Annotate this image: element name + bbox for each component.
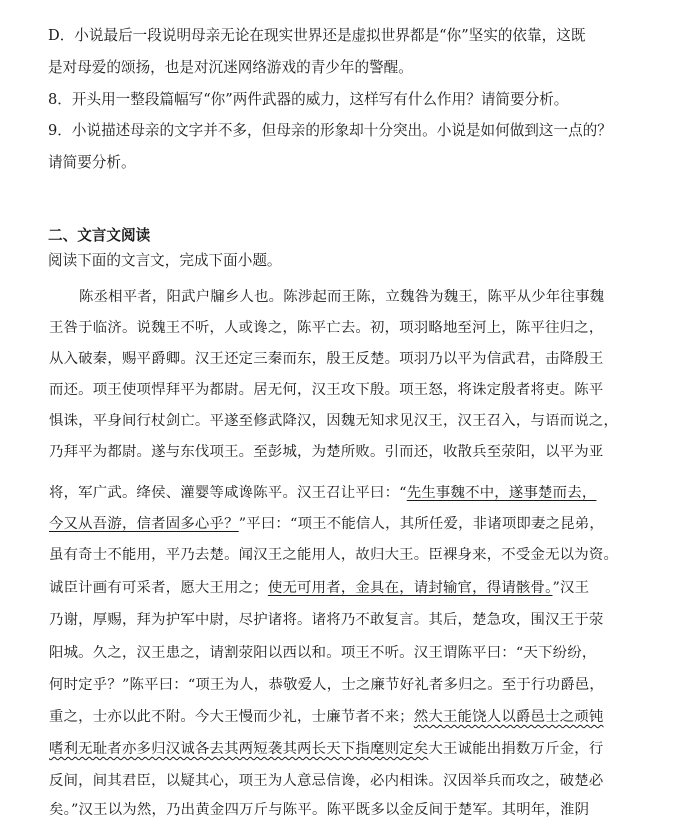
passage-line-14 bbox=[49, 707, 603, 727]
section-instruction: 阅读下面的文言文，完成下面小题。 bbox=[48, 252, 282, 269]
passage-text: 大王诚能出捐数万斤金，行 bbox=[428, 741, 604, 757]
passage-line-9: 虽有奇士不能用，平乃去楚。闻汉王之能用人，故归大王。臣裸身来，不受金无以为资。 bbox=[49, 547, 619, 563]
passage-text: ”汉王 bbox=[552, 580, 590, 596]
passage-line-10 bbox=[49, 578, 589, 598]
passage-text: 重之，士亦以此不附。今大王慢而少礼，士廉节者不来； bbox=[49, 709, 414, 725]
passage-line-17: 矣。”汉王以为然，乃出黄金四万斤与陈平。陈平既多以金反间于楚军。其明年，淮阴 bbox=[49, 802, 590, 818]
passage-text: ”平曰：“项王不能信人，其所任爱，非诸项即妻之昆弟， bbox=[238, 516, 604, 532]
passage-line-12: 阳城。久之，汉王患之，请割荥阳以西以和。项王不听。汉王谓陈平曰：“天下纷纷， bbox=[49, 645, 597, 661]
question-8: 8．开头用一整段篇幅写“你”两件武器的威力，这样写有什么作用？请简要分析。 bbox=[48, 91, 569, 108]
underlined-sentence-1b: 今又从吾游，信者固多心乎？ bbox=[49, 516, 239, 532]
passage-line-4: 而还。项王使项悍拜平为都尉。居无何，汉王攻下殷。项王怒，将诛定殷者将吏。陈平 bbox=[49, 382, 604, 398]
passage-line-13: 何时定乎？”陈平曰：“项王为人，恭敬爱人，士之廉节好礼者多归之。至于行功爵邑， bbox=[49, 677, 604, 693]
passage-line-2: 王咎于临济。说魏王不听，人或谗之，陈平亡去。初，项羽略地至河上，陈平往归之， bbox=[49, 320, 604, 336]
passage-text: 将，军广武。绛侯、灌婴等咸谗陈平。汉王召让平曰：“ bbox=[49, 485, 407, 501]
passage-line-3: 从入破秦，赐平爵卿。汉王还定三秦而东，殷王反楚。项羽乃以平为信武君，击降殷王 bbox=[49, 351, 604, 367]
section-heading: 二、文言文阅读 bbox=[48, 227, 151, 244]
question-9-line2: 请简要分析。 bbox=[48, 154, 136, 171]
passage-text: 诚臣计画有可采者，愿大王用之； bbox=[49, 580, 268, 596]
underlined-sentence-2: 使无可用者，金具在，请封输官，得请骸骨。 bbox=[267, 580, 553, 596]
passage-line-5: 惧诛，平身间行杖剑亡。平遂至修武降汉，因魏无知求见汉王，汉王召入，与语而说之， bbox=[49, 413, 619, 429]
passage-line-15 bbox=[49, 739, 603, 759]
passage-line-16: 反间，间其君臣，以疑其心，项王为人意忌信谗，必内相诛。汉因举兵而攻之，破楚必 bbox=[49, 773, 604, 789]
passage-line-6: 乃拜平为都尉。遂与东伐项王。至彭城，为楚所败。引而还，收散兵至荥阳，以平为亚 bbox=[49, 444, 604, 460]
question-option-d-line2: 是对母爱的颂扬，也是对沉迷网络游戏的青少年的警醒。 bbox=[48, 59, 413, 76]
passage-line-11: 乃谢，厚赐，拜为护军中尉，尽护诸将。诸将乃不敢复言。其后，楚急攻，围汉王于荥 bbox=[49, 612, 604, 628]
question-9-line1: 9．小说描述母亲的文字并不多，但母亲的形象却十分突出。小说是如何做到这一点的？ bbox=[48, 122, 612, 139]
wavy-underlined-sentence-b: 嗜利无耻者亦多归汉诚各去其两短袭其两长天下指麾则定矣 bbox=[49, 741, 429, 757]
underlined-sentence-1a: 先生事魏不中，遂事楚而去， bbox=[406, 485, 597, 501]
passage-line-8 bbox=[49, 514, 604, 534]
question-option-d-line1: D．小说最后一段说明母亲无论在现实世界还是虚拟世界都是“你”坚实的依靠，这既 bbox=[48, 27, 586, 44]
wavy-underlined-sentence-a: 然大王能饶人以爵邑士之顽钝 bbox=[413, 709, 604, 725]
passage-line-7 bbox=[49, 483, 596, 503]
passage-line-1: 陈丞相平者，阳武户牖乡人也。陈涉起而王陈，立魏咎为魏王，陈平从少年往事魏 bbox=[79, 289, 605, 305]
